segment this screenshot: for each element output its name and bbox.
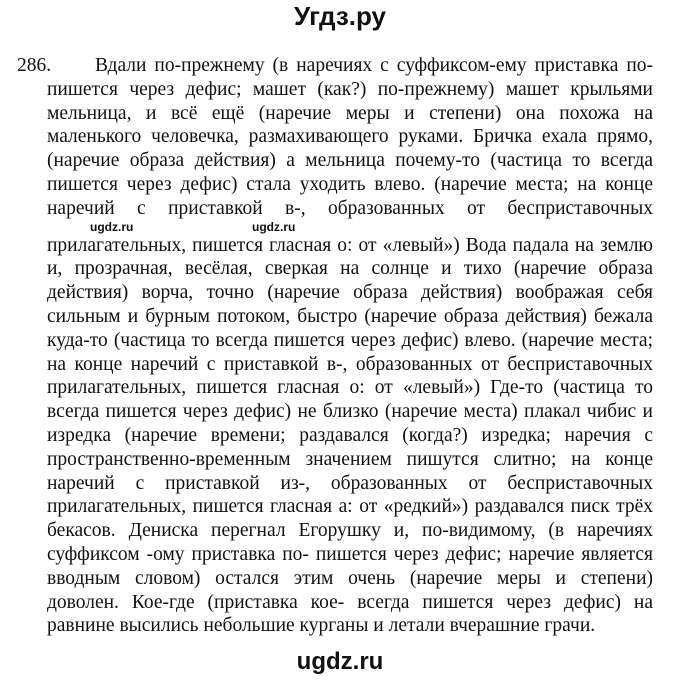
text-line: суффиксом -ому приставка по- пишется через дефис; наречие является bbox=[47, 543, 653, 565]
text-line: всегда пишется через дефис) не близко (наречие места) плакал чибис и bbox=[47, 401, 653, 423]
site-title: Угдз.ру bbox=[294, 1, 386, 31]
text-line: изредка (наречие времени; раздавался (когда?) изредка; наречия с bbox=[47, 424, 653, 446]
text-line: и, прозрачная, весёлая, сверкая на солнце и тихо (наречие образа bbox=[47, 258, 653, 280]
watermark: ugdz.ru bbox=[90, 219, 134, 234]
text-line: вводным словом) остался этим очень (наречие меры и степени) bbox=[47, 567, 653, 589]
text-line: наречий с приставкой из-, образованных от бесприставочных bbox=[47, 472, 653, 494]
text-line: сильным и бурным потоком, быстро (наречие образа действия) бежала bbox=[47, 305, 653, 327]
text-line: прилагательных, пишется гласная о: от «левый») Где-то (частица то bbox=[47, 377, 653, 399]
text-line: доволен. Кое-где (приставка кое- всегда пишется через дефис) на bbox=[47, 591, 653, 613]
footer-site-label: ugdz.ru bbox=[296, 648, 384, 675]
text-line: Вдали по-прежнему (в наречиях с суффиксом-ему приставка по- bbox=[95, 55, 653, 76]
text-line: куда-то (частица то всегда пишется через дефис) влево. (наречие места; bbox=[47, 329, 653, 351]
text-line: (наречие образа действия) а мельница почему-то (частица то всегда bbox=[47, 150, 653, 172]
text-line: равнине высились небольшие курганы и летали вчерашние грачи. bbox=[47, 615, 596, 637]
text-line: мельница, и всё ещё (наречие меры и степени) она похожа на bbox=[47, 102, 653, 124]
text-line: маленького человечка, размахивающего руками. Бричка ехала прямо, bbox=[47, 126, 653, 148]
text-line: прилагательных, пишется гласная а: от «редкий») раздавался писк трёх bbox=[47, 496, 653, 518]
text-line: на конце наречий с приставкой в-, образованных от бесприставочных bbox=[47, 353, 653, 375]
text-line: пишется через дефис) стала уходить влево. (наречие места; на конце bbox=[47, 173, 653, 195]
watermark-row bbox=[47, 221, 653, 234]
text-line: прилагательных, пишется гласная о: от «левый») Вода падала на землю bbox=[47, 234, 653, 256]
watermark: ugdz.ru bbox=[252, 219, 296, 234]
text-line: бекасов. Дениска перегнал Егорушку и, по-видимому, (в наречиях bbox=[47, 520, 653, 542]
text-line: наречий с приставкой в-, образованных от бесприставочных bbox=[47, 197, 653, 219]
exercise-number: 286. bbox=[17, 55, 52, 76]
exercise-answer-text bbox=[47, 54, 653, 638]
text-line: действия) ворча, точно (наречие образа действия) воображая себя bbox=[47, 282, 653, 304]
text-line: пишется через дефис; машет (как?) по-прежнему) машет крыльями bbox=[47, 78, 653, 100]
text-line: пространственно-временным значением пишутся слитно; на конце bbox=[47, 448, 653, 470]
